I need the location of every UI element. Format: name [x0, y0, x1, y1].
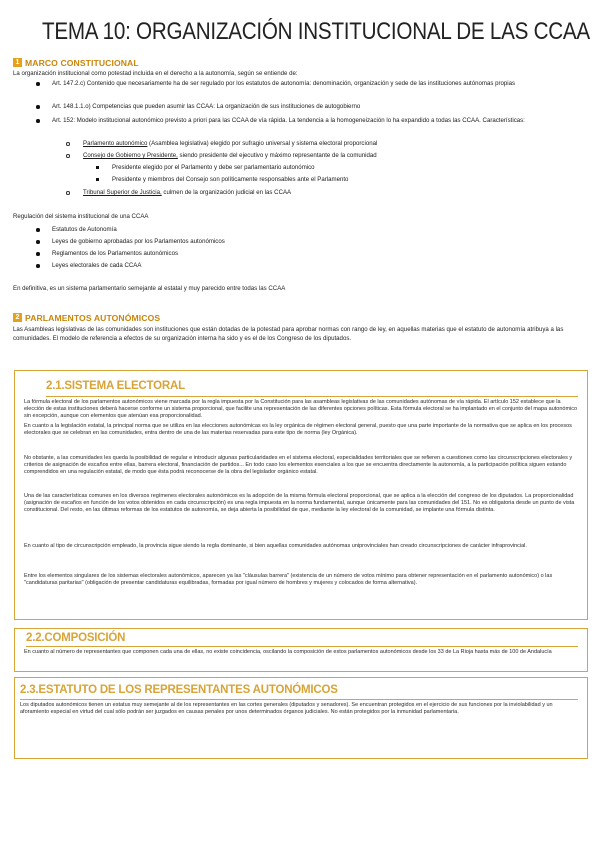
section-1-heading — [13, 57, 139, 68]
square-bullet-icon — [96, 178, 99, 181]
box-2-text: En cuanto al número de representantes que componen cada una de ellas, no existe coincidencia, oscilando la composición de estos parlamentos autonómicos desde los 33 de La Rioja hasta más de 100 de Andalucía — [24, 649, 552, 655]
section-1-title: MARCO CONSTITUCIONAL — [25, 57, 139, 68]
list-item: Consejo de Gobierno y Presidente, siendo presidente del ejecutivo y máximo representante de la comunidad — [66, 152, 576, 160]
box-1-paragraph: No obstante, a las comunidades les queda la posibilidad de regular e introducir algunas particularidades en el sistema electoral, especialidades territoriales que se refieren a cuestiones como las circunscripciones electorales y criterios de asignación de escaños entre ellas, barrera electoral, financiación de partidos... En todo caso los elementos esenciales a los que se encuentra directamente la autonomía, a la participación política siguen estando comprendidos en una regulación estatal, de modo que ésta podrá reconocerse de la obra del legislador orgánico estatal. — [24, 455, 573, 475]
list-item: Art. 147.2.c) Contenido que necesariamente ha de ser regulado por los estatutos de autonomía: denominación, organización y sede de las instituciones autónomas propias — [36, 80, 576, 88]
section-2-title: PARLAMENTOS AUTONÓMICOS — [25, 312, 161, 323]
list-item: Art. 152: Modelo institucional autonómico previsto a priori para las CCAA de vía rápida. La tendencia a la homogeneización lo ha expandido a todas las CCAA. Características: — [36, 117, 576, 125]
box-2-divider — [26, 646, 578, 647]
section-1-intro: La organización institucional como potestad incluida en el derecho a la autonomía, según se entiende de: — [13, 70, 298, 77]
box-1-paragraph: En cuanto a la legislación estatal, la principal norma que se utiliza en las elecciones autonómicas es la ley orgánica de régimen electoral general, puesto que una parte importante de la normativa que se aplica en los procesos electorales que se celebran en las comunidades, entra dentro de una de las materias reservadas para este tipo de norma (ley Orgánica). — [24, 423, 572, 436]
box-1-heading: 2.1.SISTEMA ELECTORAL — [46, 380, 185, 392]
page-title: TEMA 10: ORGANIZACIÓN INSTITUCIONAL DE LAS CCAA — [42, 18, 590, 45]
section-2-heading — [13, 312, 160, 323]
box-3-heading: 2.3.ESTATUTO DE LOS REPRESENTANTES AUTONÓMICOS — [20, 684, 338, 696]
list-item: Presidente elegido por el Parlamento y debe ser parlamentario autonómico — [96, 164, 576, 172]
regulation-intro: Regulación del sistema institucional de una CCAA — [13, 213, 149, 220]
list-item: Presidente y miembros del Consejo son políticamente responsables ante el Parlamento — [96, 176, 576, 184]
circle-bullet-icon — [66, 142, 70, 146]
bullet-icon — [36, 228, 40, 232]
square-bullet-icon — [96, 166, 99, 169]
list-item: Leyes electorales de cada CCAA — [36, 262, 576, 270]
bullet-icon — [36, 105, 40, 109]
box-3-text: Los diputados autonómicos tienen un estatus muy semejante al de los representantes en las cortes generales (diputados y senadores). Se encuentran protegidos en el ejercicio de sus funciones por la inviolabilidad y un aforamiento especial en virtud del cual sólo podrán ser juzgados en causas penales por unos determinados órganos judiciales. No están protegidos por la inmunidad parlamentaria. — [20, 702, 553, 715]
list-item: Parlamento autonómico (Asamblea legislativa) elegido por sufragio universal y sistema electoral proporcional — [66, 140, 576, 148]
list-item: Estatutos de Autonomía — [36, 226, 576, 234]
section-1-number: 1 — [13, 58, 22, 67]
bullet-icon — [36, 264, 40, 268]
circle-bullet-icon — [66, 191, 70, 195]
bullet-icon — [36, 119, 40, 123]
section-1-conclusion: En definitiva, es un sistema parlamentario semejante al estatal y muy parecido entre todas las CCAA — [13, 285, 286, 292]
box-1-paragraph: Una de las características comunes en los diversos regímenes electorales autonómicos es la adopción de la misma fórmula electoral proporcional, que se aplica a la elección del congreso de los diputados. La proporcionalidad (asignación de escaños en función de los votos obtenidos en cada circunscripción) es una regla impuesta en la norma fundamental, aunque únicamente para las comunidades del 151. No es obligatoria desde un punto de vista constitucional. Del resto, en las últimas reformas de los estatutos de autonomía, se deja abierta la posibilidad de que, mediante la ley electoral de la comunidad, se implante una fórmula distinta. — [24, 493, 575, 513]
box-1-divider — [46, 396, 578, 397]
bullet-icon — [36, 240, 40, 244]
section-2-intro: Las Asambleas legislativas de las comunidades son instituciones que están dotadas de la potestad para aprobar normas con rango de ley, en aquellas materias que el estatuto de autonomía atribuya a las comunidades. El modelo de referencia a efectos de su organización interna ha sido y es el de los Congreso de los diputados. — [13, 326, 564, 342]
section-2-number: 2 — [13, 313, 22, 322]
bullet-icon — [36, 82, 40, 86]
box-1-paragraph: Entre los elementos singulares de los sistemas electorales autonómicos, aparecen ya las "cláusulas barrera" (existencia de un número de votos mínimo para obtener representación en el parlamento autonómico) o las "candidaturas paritarias" (obligación de presentar candidaturas equilibradas, formadas por igual número de hombres y mujeres y colocados de forma alternativa). — [24, 573, 553, 586]
box-1-paragraph: La fórmula electoral de los parlamentos autonómicos viene marcada por la regla impuesta por la Constitución para las asambleas legislativas de las comunidades autónomas de vía rápida. El artículo 152 establece que la elección de estas instituciones deberá hacerse conforme un sistema proporcional, que facilite una representación de las diferentes opciones políticas. Esta fórmula electoral se ha implantado en el conjunto del mapa autonómico sin excepción, aunque con elementos que atenúan esa proporcionalidad. — [24, 399, 578, 419]
box-2-heading: 2.2.COMPOSICIÓN — [26, 632, 126, 644]
list-item: Reglamentos de los Parlamentos autonómicos — [36, 250, 576, 258]
box-1-paragraph: En cuanto al tipo de circunscripción empleado, la provincia sigue siendo la regla dominante, si bien aquellas comunidades autónomas uniprovinciales han creado circunscripciones de carácter infraprovincial. — [24, 543, 527, 549]
circle-bullet-icon — [66, 154, 70, 158]
box-3-divider — [20, 699, 578, 700]
list-item: Tribunal Superior de Justicia, culmen de la organización judicial en las CCAA — [66, 189, 576, 197]
bullet-icon — [36, 252, 40, 256]
list-item: Art. 148.1.1.o) Competencias que pueden asumir las CCAA: La organización de sus instituciones de autogobierno — [36, 103, 576, 111]
list-item: Leyes de gobierno aprobadas por los Parlamentos autonómicos — [36, 238, 576, 246]
